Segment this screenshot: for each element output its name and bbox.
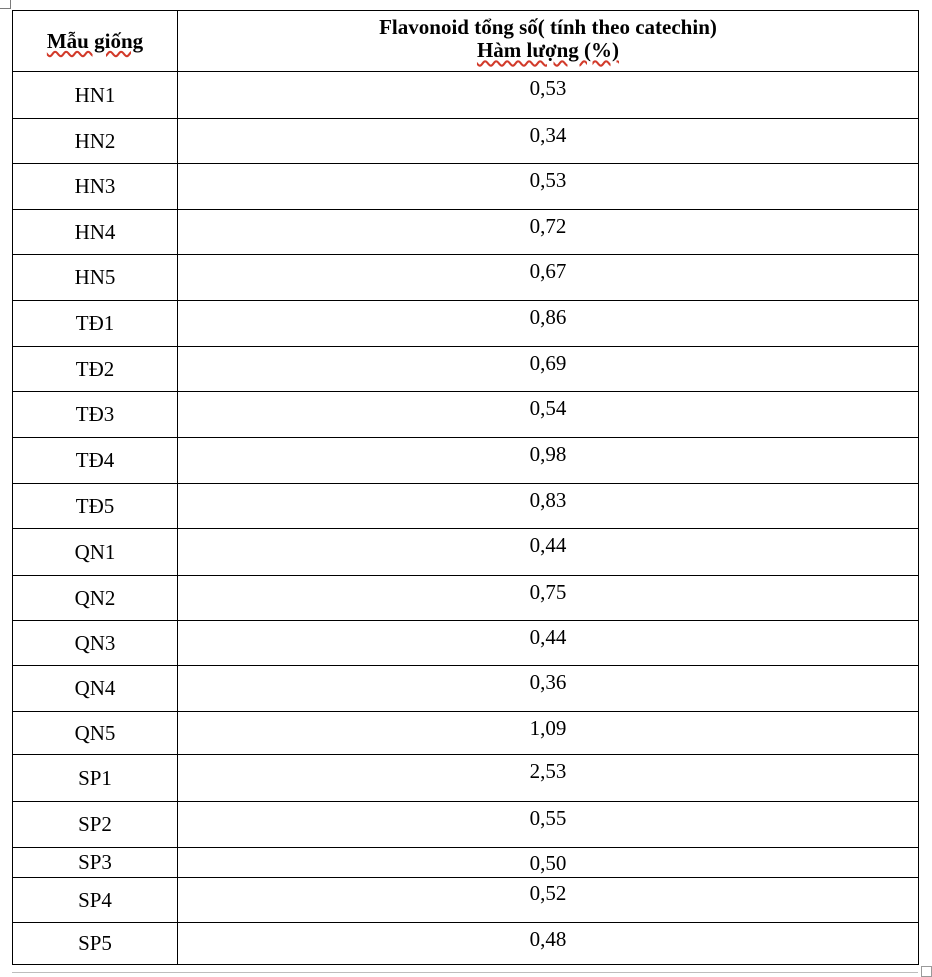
value-text: 0,44 — [529, 533, 567, 557]
table-row — [13, 392, 919, 438]
sample-cell: HN3 — [13, 164, 178, 210]
table-row — [13, 301, 919, 347]
sample-cell: HN4 — [13, 210, 178, 255]
header-sample-label: Mẫu giống — [46, 28, 144, 53]
value-text: 0,55 — [529, 806, 567, 830]
sample-cell: QN5 — [13, 712, 178, 755]
sample-cell: TĐ3 — [13, 392, 178, 438]
value-cell — [178, 878, 919, 923]
page-bottom-rule — [12, 972, 918, 973]
value-cell — [178, 72, 919, 119]
sample-cell: TĐ4 — [13, 438, 178, 484]
value-cell — [178, 755, 919, 802]
value-cell — [178, 301, 919, 347]
table-row — [13, 712, 919, 755]
sample-cell: QN2 — [13, 576, 178, 621]
sample-cell: SP5 — [13, 923, 178, 965]
table-row — [13, 484, 919, 529]
value-cell — [178, 255, 919, 301]
value-cell — [178, 621, 919, 666]
value-text: 0,69 — [529, 351, 567, 375]
table-row — [13, 529, 919, 576]
sample-cell: SP4 — [13, 878, 178, 923]
header-row — [13, 11, 919, 72]
value-text: 0,67 — [529, 259, 567, 283]
sample-cell: HN2 — [13, 119, 178, 164]
value-cell — [178, 576, 919, 621]
value-text: 0,86 — [529, 305, 567, 329]
sample-cell: QN3 — [13, 621, 178, 666]
value-text: 0,72 — [529, 214, 567, 238]
sample-cell: SP2 — [13, 802, 178, 848]
flavonoid-table — [12, 10, 919, 965]
table-row — [13, 802, 919, 848]
value-text: 0,52 — [529, 881, 567, 905]
value-cell — [178, 529, 919, 576]
table-row — [13, 848, 919, 878]
table-row — [13, 72, 919, 119]
value-text: 0,44 — [529, 625, 567, 649]
value-text: 0,50 — [529, 851, 567, 875]
sample-cell: TĐ5 — [13, 484, 178, 529]
table-row — [13, 878, 919, 923]
sample-cell: QN4 — [13, 666, 178, 712]
value-text: 0,53 — [529, 76, 567, 100]
value-cell — [178, 392, 919, 438]
value-cell — [178, 119, 919, 164]
sample-cell: SP1 — [13, 755, 178, 802]
value-cell — [178, 802, 919, 848]
value-cell — [178, 848, 919, 878]
sample-cell: TĐ1 — [13, 301, 178, 347]
value-text: 2,53 — [529, 759, 567, 783]
value-text: 0,83 — [529, 488, 567, 512]
value-text: 0,75 — [529, 580, 567, 604]
value-text: 0,48 — [529, 927, 567, 951]
value-cell — [178, 347, 919, 392]
value-text: 0,98 — [529, 442, 567, 466]
value-cell — [178, 164, 919, 210]
value-cell — [178, 210, 919, 255]
table-row — [13, 666, 919, 712]
sample-cell: TĐ2 — [13, 347, 178, 392]
value-cell — [178, 438, 919, 484]
value-text: 0,53 — [529, 168, 567, 192]
header-flavonoid-line1: Flavonoid tổng số( tính theo catechin) — [379, 15, 717, 39]
value-text: 0,36 — [529, 670, 567, 694]
table-row — [13, 923, 919, 965]
value-cell — [178, 712, 919, 755]
header-flavonoid — [178, 11, 919, 72]
table-row — [13, 755, 919, 802]
table-row — [13, 210, 919, 255]
table-row — [13, 621, 919, 666]
value-cell — [178, 923, 919, 965]
value-text: 1,09 — [529, 716, 567, 740]
sample-cell: SP3 — [13, 848, 178, 878]
value-text: 0,54 — [529, 396, 567, 420]
page-corner-mark-bottom-right — [921, 966, 932, 977]
value-cell — [178, 484, 919, 529]
header-flavonoid-line2: Hàm lượng (%) — [476, 38, 620, 62]
table-row — [13, 576, 919, 621]
sample-cell: QN1 — [13, 529, 178, 576]
table-row — [13, 255, 919, 301]
table-row — [13, 164, 919, 210]
sample-cell: HN5 — [13, 255, 178, 301]
page-corner-mark-top-left — [0, 0, 11, 9]
table-row — [13, 438, 919, 484]
table-row — [13, 119, 919, 164]
table-row — [13, 347, 919, 392]
header-sample — [13, 11, 178, 72]
value-cell — [178, 666, 919, 712]
value-text: 0,34 — [529, 123, 567, 147]
sample-cell: HN1 — [13, 72, 178, 119]
